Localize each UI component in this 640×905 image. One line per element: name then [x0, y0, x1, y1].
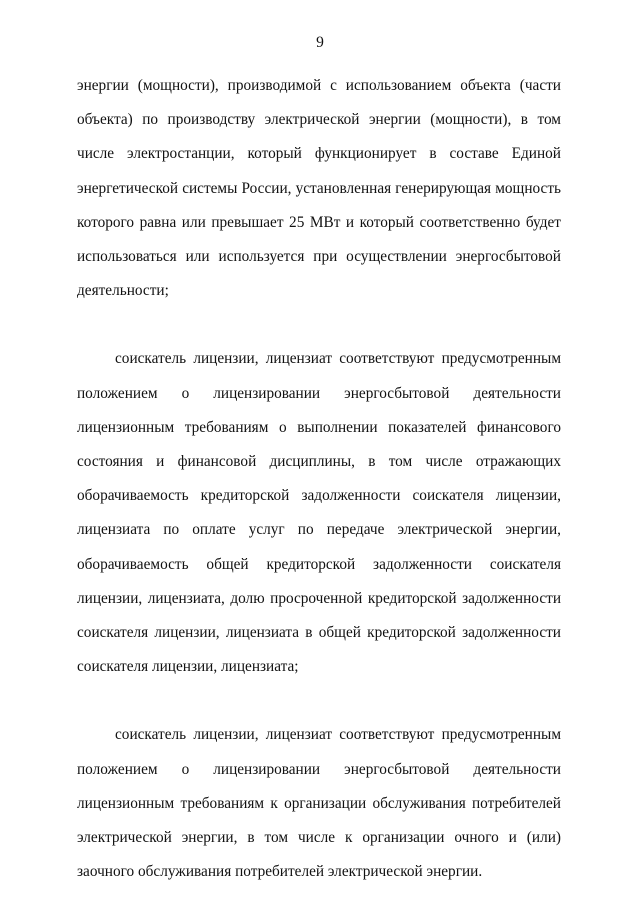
paragraph-financial-requirements: соискатель лицензии, лицензиат соответствуют предусмотренным положением о лицензировании энергосбытовой деятельности лицензионным требованиям о выполнении показателей финансового состояния и финансовой дисциплины, в том числе отражающих оборачиваемость кредиторской задолженности соискателя лицензии, лицензиата по оплате услуг по передаче электрической энергии, оборачиваемость общей кредиторской задолженности соискателя лицензии, лицензиата, долю просроченной кредиторской задолженности соискателя лицензии, лицензиата в общей кредиторской задолженности соискателя лицензии, лицензиата; — [77, 350, 561, 676]
paragraph-customer-service-requirements: соискатель лицензии, лицензиат соответствуют предусмотренным положением о лицензировании энергосбытовой деятельности лицензионным требованиям к организации обслуживания потребителей электрической энергии, в том числе к организации очного и (или) заочного обслуживания потребителей электрической энергии. — [77, 726, 561, 881]
paragraph-continuation: энергии (мощности), производимой с использованием объекта (части объекта) по производству электрической энергии (мощности), в том числе электростанции, который функционирует в составе Единой энергетической системы России, установленная генерирующая мощность которого равна или превышает 25 МВт и который соответственно будет использоваться или используется при осуществлении энергосбытовой деятельности; — [77, 77, 561, 300]
document-body — [77, 69, 561, 889]
page-number: 9 — [316, 34, 324, 51]
